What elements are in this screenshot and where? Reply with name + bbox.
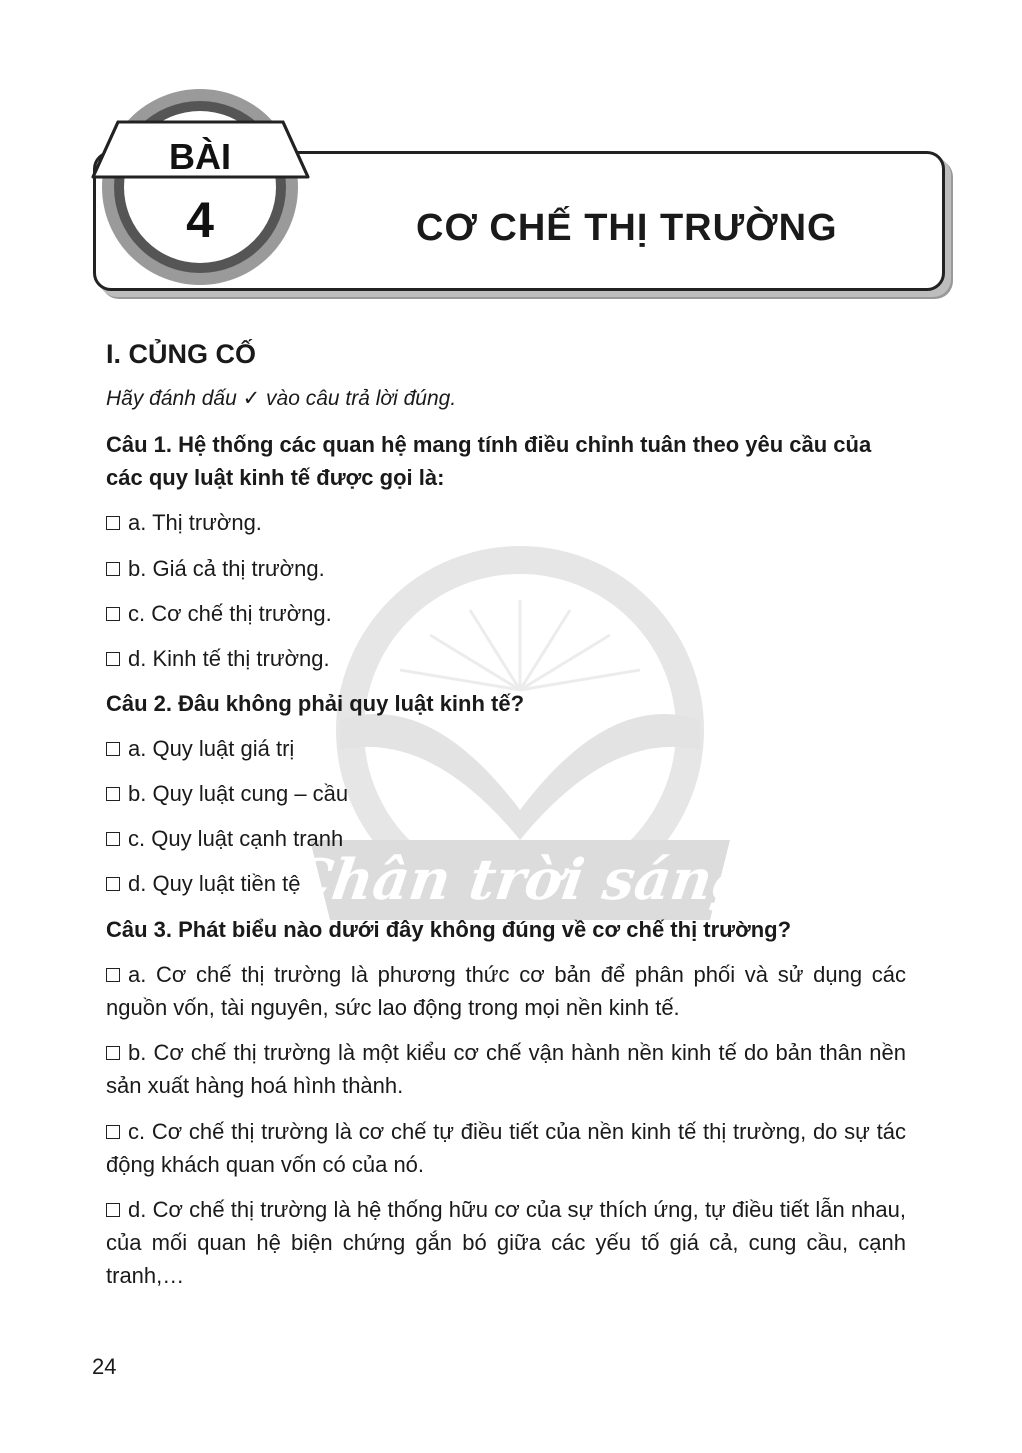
checkbox[interactable] <box>106 1203 120 1217</box>
checkbox[interactable] <box>106 832 120 846</box>
question-1-option-d[interactable]: d. Kinh tế thị trường. <box>106 642 906 675</box>
checkbox[interactable] <box>106 1046 120 1060</box>
checkbox[interactable] <box>106 877 120 891</box>
question-3-option-a[interactable]: a. Cơ chế thị trường là phương thức cơ bản để phân phối và sử dụng các nguồn vốn, tài nguyên, sức lao động trong mọi nền kinh tế. <box>106 962 906 1020</box>
page-number: 24 <box>92 1354 117 1379</box>
question-3-option-d[interactable]: d. Cơ chế thị trường là hệ thống hữu cơ của sự thích ứng, tự điều tiết lẫn nhau, của mối quan hệ biện chứng gắn bó giữa các yếu tố giá cả, cung cầu, cạnh tranh,… <box>106 1197 906 1288</box>
checkbox[interactable] <box>106 787 120 801</box>
section-title: I. CỦNG CỐ <box>106 339 257 369</box>
question-2-option-b[interactable]: b. Quy luật cung – cầu <box>106 777 906 810</box>
question-1: Câu 1. Hệ thống các quan hệ mang tính điều chỉnh tuân theo yêu cầu của các quy luật kinh tế được gọi là: <box>106 432 872 490</box>
question-2-option-c[interactable]: c. Quy luật cạnh tranh <box>106 822 906 855</box>
checkbox[interactable] <box>106 607 120 621</box>
lesson-title: CƠ CHẾ THỊ TRƯỜNG <box>416 207 838 249</box>
checkbox[interactable] <box>106 742 120 756</box>
lesson-badge <box>88 82 318 292</box>
watermark-text: Chân trời sáng tạo <box>283 847 875 913</box>
question-1-option-b[interactable]: b. Giá cả thị trường. <box>106 552 906 585</box>
question-1-option-a[interactable]: a. Thị trường. <box>106 506 906 539</box>
instruction-text: Hãy đánh dấu ✓ vào câu trả lời đúng. <box>106 387 457 410</box>
checkbox[interactable] <box>106 968 120 982</box>
question-2: Câu 2. Đâu không phải quy luật kinh tế? <box>106 691 525 716</box>
lesson-label: BÀI <box>169 136 231 177</box>
question-3: Câu 3. Phát biểu nào dưới đây không đúng về cơ chế thị trường? <box>106 917 792 942</box>
question-2-option-a[interactable]: a. Quy luật giá trị <box>106 732 906 765</box>
question-1-option-c[interactable]: c. Cơ chế thị trường. <box>106 597 906 630</box>
question-2-option-d[interactable]: d. Quy luật tiền tệ <box>106 867 906 900</box>
lesson-number: 4 <box>186 192 214 248</box>
checkbox[interactable] <box>106 562 120 576</box>
question-3-option-b[interactable]: b. Cơ chế thị trường là một kiểu cơ chế vận hành nền kinh tế do bản thân nền sản xuất hàng hoá hình thành. <box>106 1040 906 1098</box>
checkbox[interactable] <box>106 516 120 530</box>
checkbox[interactable] <box>106 652 120 666</box>
checkbox[interactable] <box>106 1125 120 1139</box>
question-3-option-c[interactable]: c. Cơ chế thị trường là cơ chế tự điều tiết của nền kinh tế thị trường, do sự tác động khách quan vốn có của nó. <box>106 1119 906 1177</box>
